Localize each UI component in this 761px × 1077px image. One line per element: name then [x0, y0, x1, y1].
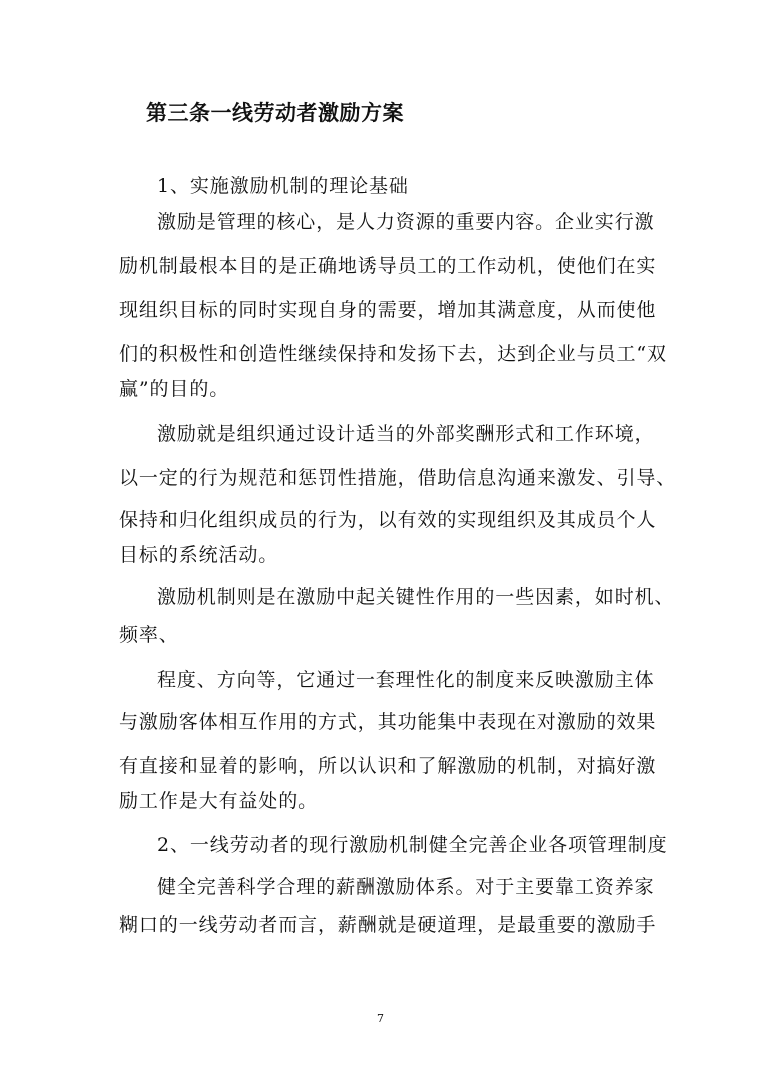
- paragraph-line: 频率、: [119, 624, 179, 646]
- paragraph-line: 激励就是组织通过设计适当的外部奖酬形式和工作环境，: [157, 423, 655, 445]
- section-heading-2: 2、一线劳动者的现行激励机制健全完善企业各项管理制度: [157, 834, 668, 856]
- paragraph-line: 目标的系统活动。: [119, 544, 279, 566]
- paragraph-line: 现组织目标的同时实现自身的需要，增加其满意度，从而使他: [119, 299, 657, 321]
- paragraph-line: 保持和归化组织成员的行为，以有效的实现组织及其成员个人: [119, 509, 657, 531]
- paragraph-line: 以一定的行为规范和惩罚性措施，借助信息沟通来激发、引导、: [119, 467, 677, 489]
- paragraph-line: 赢”的目的。: [119, 378, 230, 400]
- paragraph-line: 程度、方向等，它通过一套理性化的制度来反映激励主体: [157, 669, 655, 691]
- paragraph-line: 励工作是大有益处的。: [119, 790, 319, 812]
- page-number: 7: [377, 1012, 384, 1025]
- paragraph-line: 有直接和显着的影响，所以认识和了解激励的机制，对搞好激: [119, 755, 657, 777]
- paragraph-line: 激励机制则是在激励中起关键性作用的一些因素，如时机、: [157, 586, 675, 608]
- paragraph-line: 激励是管理的核心，是人力资源的重要内容。企业实行激: [157, 211, 655, 233]
- paragraph-line: 与激励客体相互作用的方式，其功能集中表现在对激励的效果: [119, 711, 657, 733]
- paragraph-line: 励机制最根本目的是正确地诱导员工的工作动机，使他们在实: [119, 255, 657, 277]
- paragraph-line: 们的积极性和创造性继续保持和发扬下去，达到企业与员工“双: [119, 343, 667, 365]
- paragraph-line: 健全完善科学合理的薪酬激励体系。对于主要靠工资养家: [157, 876, 655, 898]
- paragraph-line: 糊口的一线劳动者而言，薪酬就是硬道理，是最重要的激励手: [119, 914, 657, 936]
- document-title: 第三条一线劳动者激励方案: [146, 100, 404, 125]
- section-heading-1: 1、实施激励机制的理论基础: [157, 175, 409, 197]
